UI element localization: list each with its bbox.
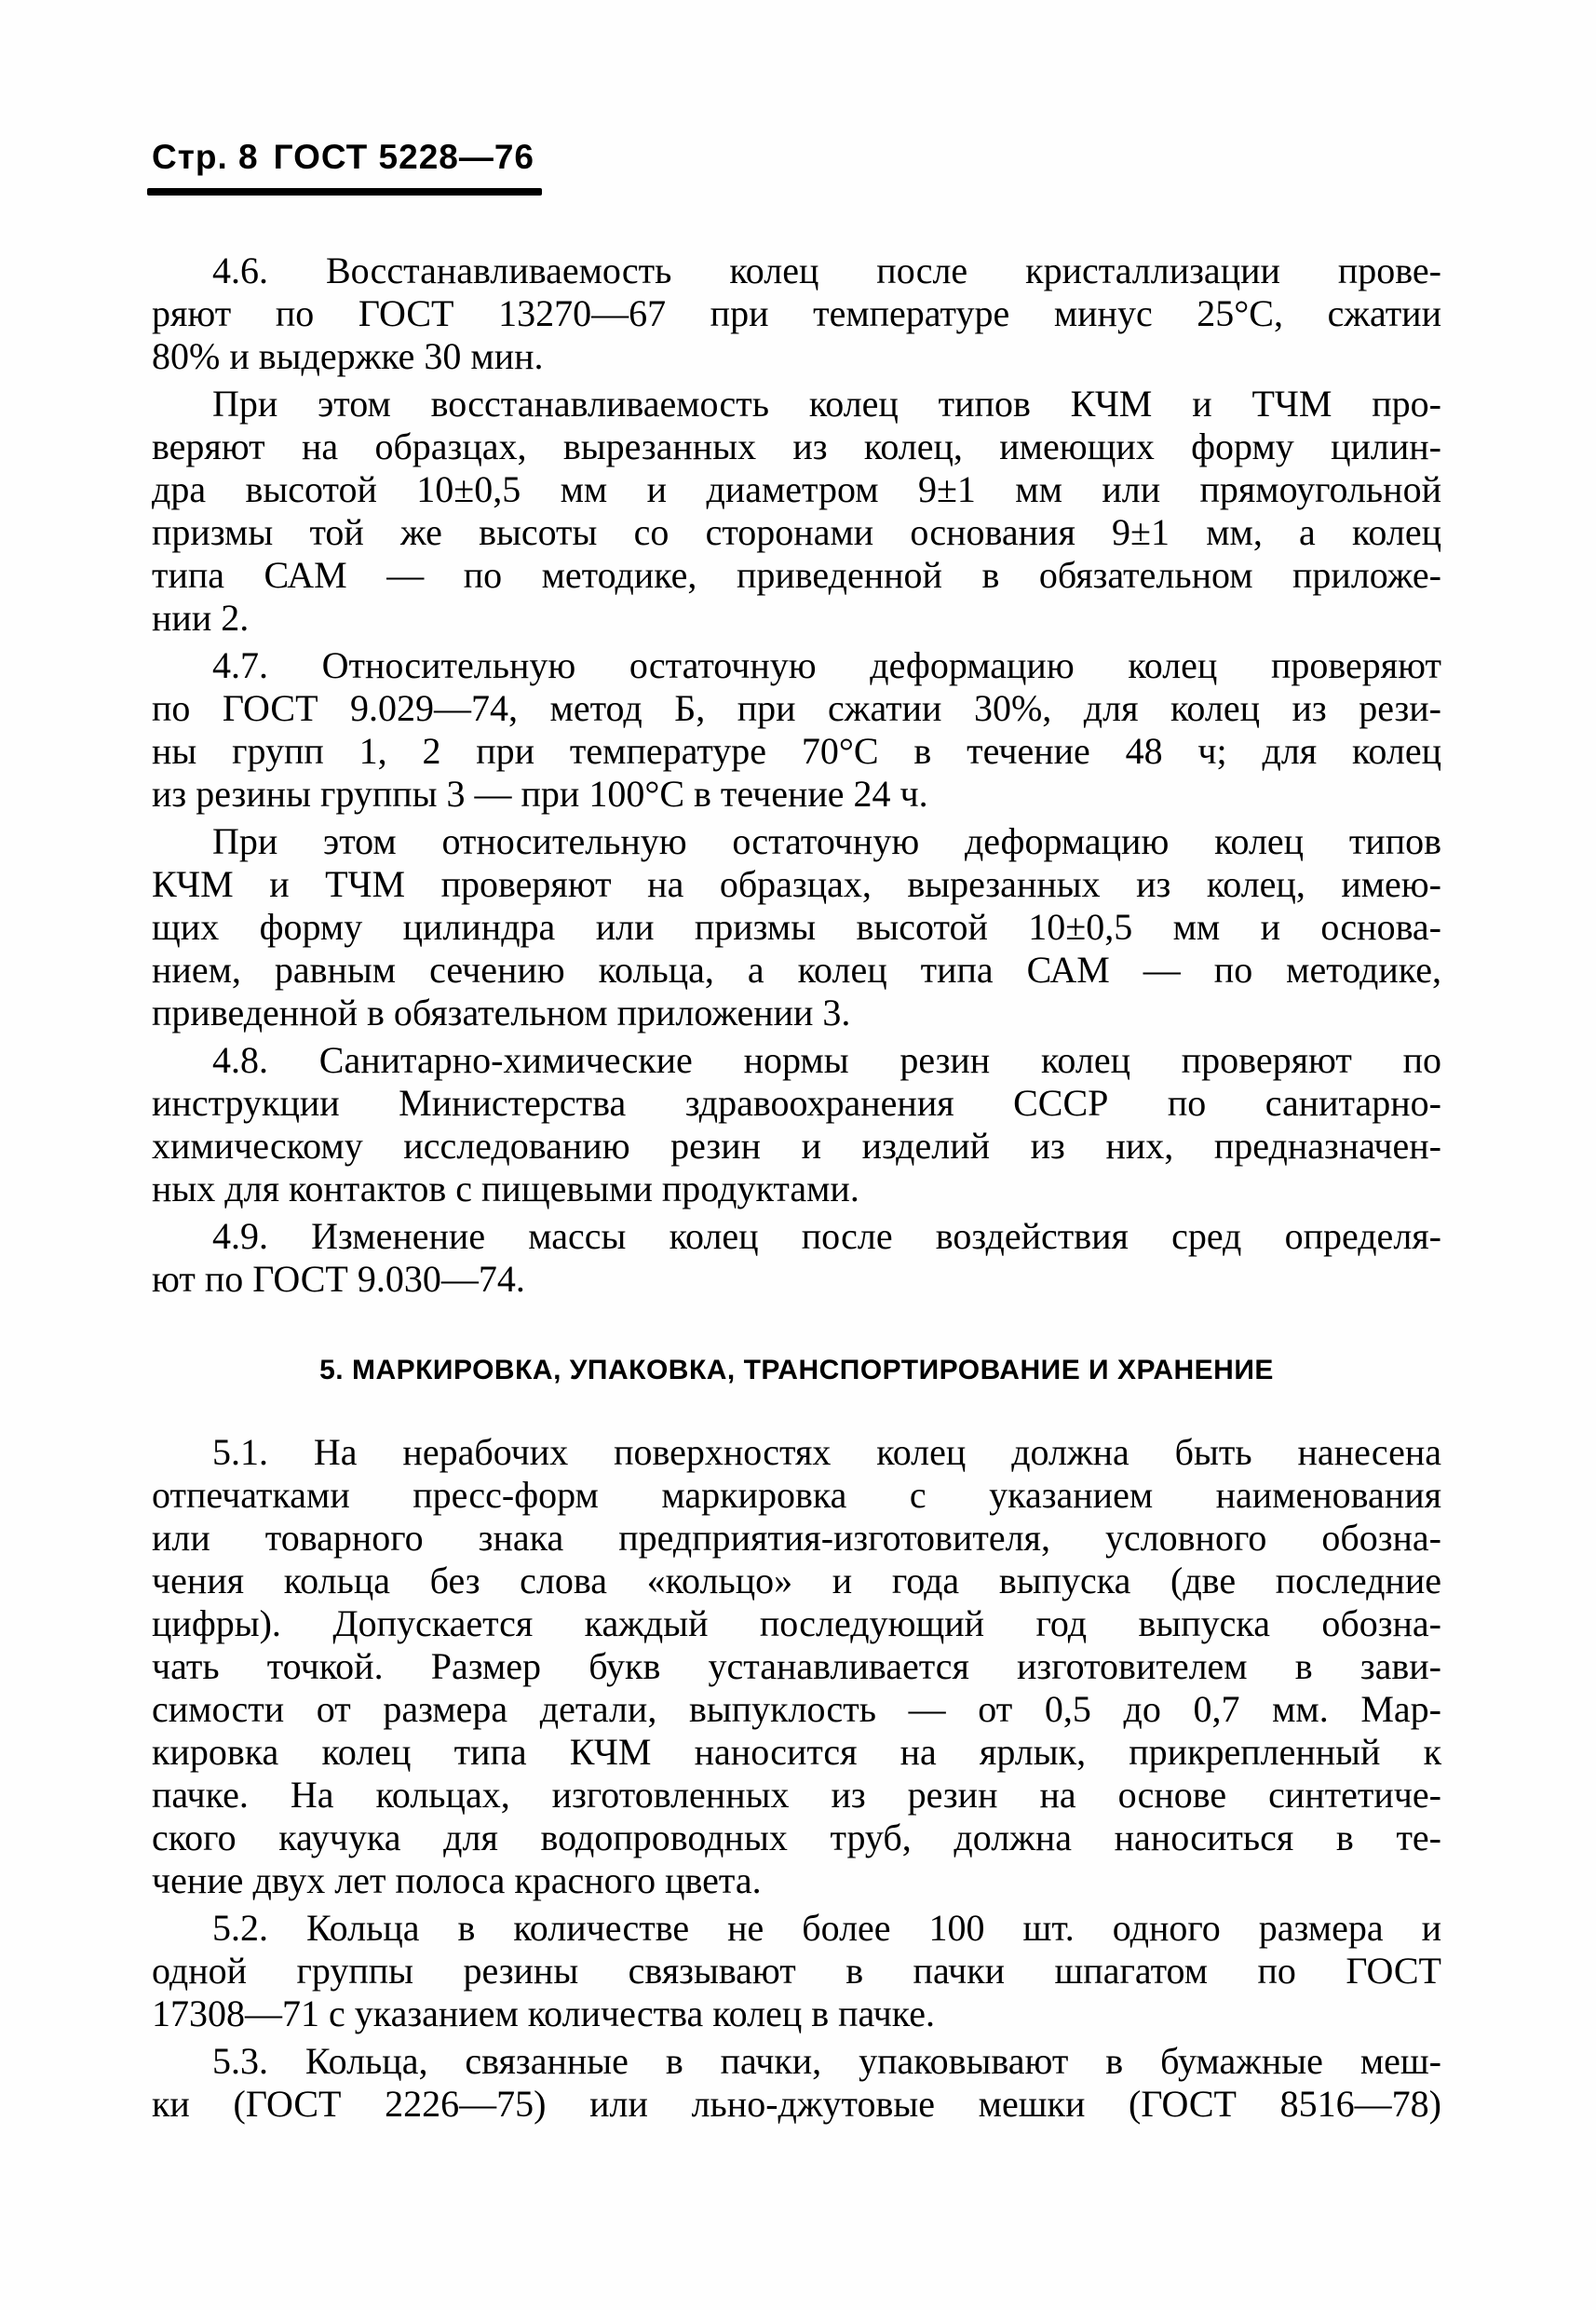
text-line: симости от размера детали, выпуклость — от 0,5 до 0,7 мм. Мар- xyxy=(152,1688,1441,1730)
text-line: чение двух лет полоса красного цвета. xyxy=(152,1859,762,1901)
paragraph xyxy=(152,1039,1441,1210)
text-line: КЧМ и ТЧМ проверяют на образцах, вырезанных из колец, имею- xyxy=(152,863,1441,905)
text-line: При этом относительную остаточную деформацию колец типов xyxy=(212,820,1441,862)
paragraph xyxy=(152,1907,1441,2035)
text-line: 4.7. Относительную остаточную деформацию колец проверяют xyxy=(212,644,1441,686)
text-line: щих форму цилиндра или призмы высотой 10±0,5 мм и основа- xyxy=(152,906,1441,948)
text-line: 17308—71 с указанием количества колец в пачке. xyxy=(152,1993,935,2034)
text-line: 4.6. Восстанавливаемость колец после кристаллизации прове- xyxy=(212,250,1441,291)
text-line: ных для контактов с пищевыми продуктами. xyxy=(152,1168,859,1209)
text-line: кировка колец типа КЧМ наносится на ярлык, прикрепленный к xyxy=(152,1731,1441,1773)
text-line: отпечатками пресс-форм маркировка с указанием наименования xyxy=(152,1474,1441,1516)
text-line: ны групп 1, 2 при температуре 70°С в течение 48 ч; для колец xyxy=(152,730,1441,772)
text-line: химическому исследованию резин и изделий из них, предназначен- xyxy=(152,1125,1441,1167)
text-line: приведенной в обязательном приложении 3. xyxy=(152,992,851,1033)
text-line: чать точкой. Размер букв устанавливается изготовителем в зави- xyxy=(152,1645,1441,1687)
text-line: по ГОСТ 9.029—74, метод Б, при сжатии 30%, для колец из рези- xyxy=(152,687,1441,729)
text-line: 4.9. Изменение массы колец после воздействия сред определя- xyxy=(212,1215,1441,1257)
text-line: пачке. На кольцах, изготовленных из резин на основе синтетиче- xyxy=(152,1774,1441,1816)
paragraph xyxy=(152,1215,1441,1301)
paragraph xyxy=(152,2040,1441,2126)
paragraph xyxy=(152,820,1441,1034)
text-line: ки (ГОСТ 2226—75) или льно-джутовые мешки (ГОСТ 8516—78) xyxy=(152,2083,1441,2125)
page-number-label: Стр. 8 xyxy=(152,138,259,176)
paragraph xyxy=(152,250,1441,378)
text-line: ют по ГОСТ 9.030—74. xyxy=(152,1258,525,1300)
text-line: инструкции Министерства здравоохранения СССР по санитарно- xyxy=(152,1082,1441,1124)
text-line: При этом восстанавливаемость колец типов КЧМ и ТЧМ про- xyxy=(212,383,1441,425)
paragraph xyxy=(152,644,1441,816)
text-line: чения кольца без слова «кольцо» и года выпуска (две последние xyxy=(152,1560,1441,1601)
text-line: 5.1. На нерабочих поверхностях колец должна быть нанесена xyxy=(212,1431,1441,1473)
paragraph xyxy=(152,1431,1441,1902)
text-line: нии 2. xyxy=(152,597,250,639)
text-line: веряют на образцах, вырезанных из колец, имеющих форму цилин- xyxy=(152,426,1441,467)
header-rule xyxy=(147,188,542,196)
text-line: нием, равным сечению кольца, а колец типа САМ — по методике, xyxy=(152,949,1441,991)
text-line: из резины группы 3 — при 100°С в течение 24 ч. xyxy=(152,773,928,815)
text-line: цифры). Допускается каждый последующий год выпуска обозна- xyxy=(152,1602,1441,1644)
text-line: 5.3. Кольца, связанные в пачки, упаковывают в бумажные меш- xyxy=(212,2040,1441,2082)
page-header xyxy=(152,138,534,177)
text-line: 4.8. Санитарно-химические нормы резин колец проверяют по xyxy=(212,1039,1441,1081)
section-heading: 5. МАРКИРОВКА, УПАКОВКА, ТРАНСПОРТИРОВАНИЕ И ХРАНЕНИЕ xyxy=(319,1355,1274,1385)
text-line: призмы той же высоты со сторонами основания 9±1 мм, а колец xyxy=(152,511,1441,553)
text-line: типа САМ — по методике, приведенной в обязательном приложе- xyxy=(152,554,1441,596)
text-line: 5.2. Кольца в количестве не более 100 шт. одного размера и xyxy=(212,1907,1441,1949)
text-line: дра высотой 10±0,5 мм и диаметром 9±1 мм или прямоугольной xyxy=(152,468,1441,510)
text-line: или товарного знака предприятия-изготовителя, условного обозна- xyxy=(152,1517,1441,1559)
document-content xyxy=(152,250,1441,2130)
paragraph xyxy=(152,383,1441,640)
text-line: ряют по ГОСТ 13270—67 при температуре минус 25°С, сжатии xyxy=(152,292,1441,334)
text-line: 80% и выдержке 30 мин. xyxy=(152,335,544,377)
document-number: ГОСТ 5228—76 xyxy=(273,138,535,176)
text-line: одной группы резины связывают в пачки шпагатом по ГОСТ xyxy=(152,1950,1441,1992)
text-line: ского каучука для водопроводных труб, должна наноситься в те- xyxy=(152,1817,1441,1858)
